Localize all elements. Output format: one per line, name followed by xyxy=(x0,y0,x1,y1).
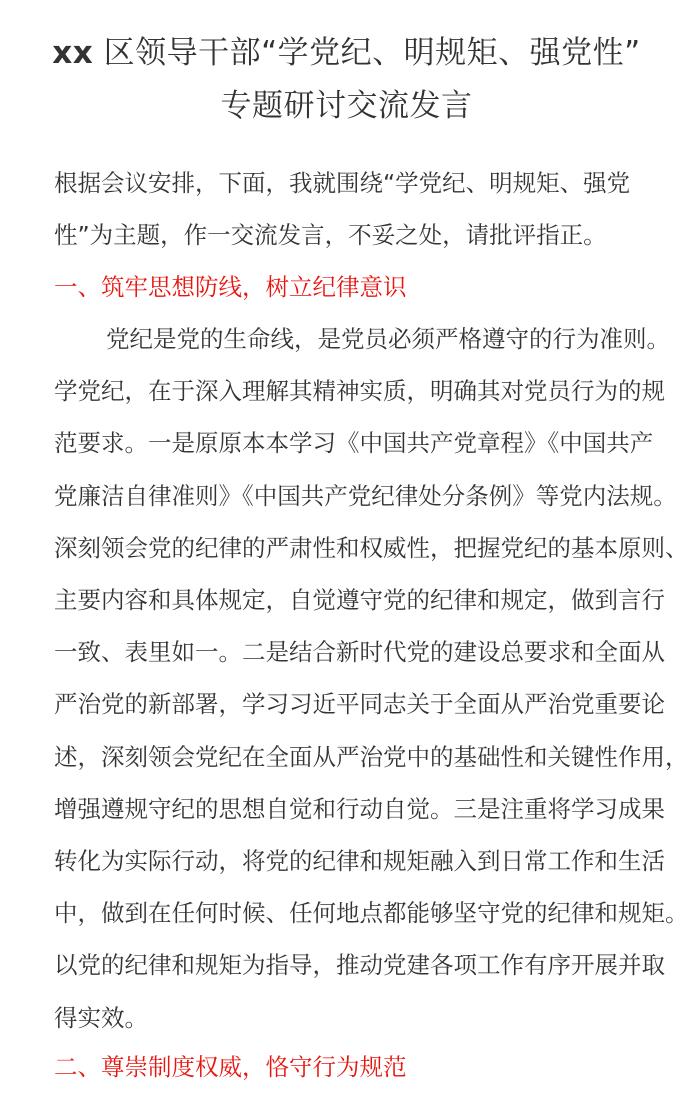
title-line1-text: 区领导干部“学党纪、明规矩、强党性” xyxy=(93,35,641,71)
section1-line-13: 以党的纪律和规矩为指导，推动党建各项工作有序开展并取 xyxy=(54,951,665,980)
section1-line-3: 范要求。一是原原本本学习《中国共产党章程》《中国共产 xyxy=(54,429,654,458)
section1-line-6: 主要内容和具体规定，自觉遵守党的纪律和规定，做到言行 xyxy=(54,586,665,615)
section-heading-1: 一、筑牢思想防线，树立纪律意识 xyxy=(54,273,407,301)
section1-line-2: 学党纪，在于深入理解其精神实质，明确其对党员行为的规 xyxy=(54,377,665,406)
section1-line-12: 中，做到在任何时候、任何地点都能够坚守党的纪律和规矩。 xyxy=(54,899,689,928)
section1-paragraph xyxy=(2,313,691,1044)
intro-paragraph xyxy=(2,157,691,261)
section1-line-9: 述，深刻领会党纪在全面从严治党中的基础性和关键性作用， xyxy=(54,742,689,771)
section1-line-5: 深刻领会党的纪律的严肃性和权威性，把握党纪的基本原则、 xyxy=(54,533,689,562)
intro-line-2: 性”为主题，作一交流发言，不妥之处，请批评指正。 xyxy=(54,221,607,250)
section1-line-14: 得实效。 xyxy=(54,1003,148,1032)
section1-line-4: 党廉洁自律准则》《中国共产党纪律处分条例》等党内法规。 xyxy=(54,481,677,510)
section1-line-8: 严治党的新部署，学习习近平同志关于全面从严治党重要论 xyxy=(54,690,665,719)
document-title-line2: 专题研讨交流发言 xyxy=(220,88,473,124)
intro-line-1: 根据会议安排，下面，我就围绕“学党纪、明规矩、强党 xyxy=(54,169,631,197)
section1-line-7: 一致、表里如一。二是结合新时代党的建设总要求和全面从 xyxy=(54,638,665,667)
section1-line-10: 增强遵规守纪的思想自觉和行动自觉。三是注重将学习成果 xyxy=(54,794,665,823)
section1-line-1: 党纪是党的生命线，是党员必须严格遵守的行为准则。 xyxy=(106,325,670,353)
document-title-line1 xyxy=(0,26,693,80)
section-heading-2: 二、尊崇制度权威，恪守行为规范 xyxy=(54,1053,407,1081)
section1-line-11: 转化为实际行动，将党的纪律和规矩融入到日常工作和生活 xyxy=(54,847,665,876)
title-district-code: xx xyxy=(52,35,94,71)
